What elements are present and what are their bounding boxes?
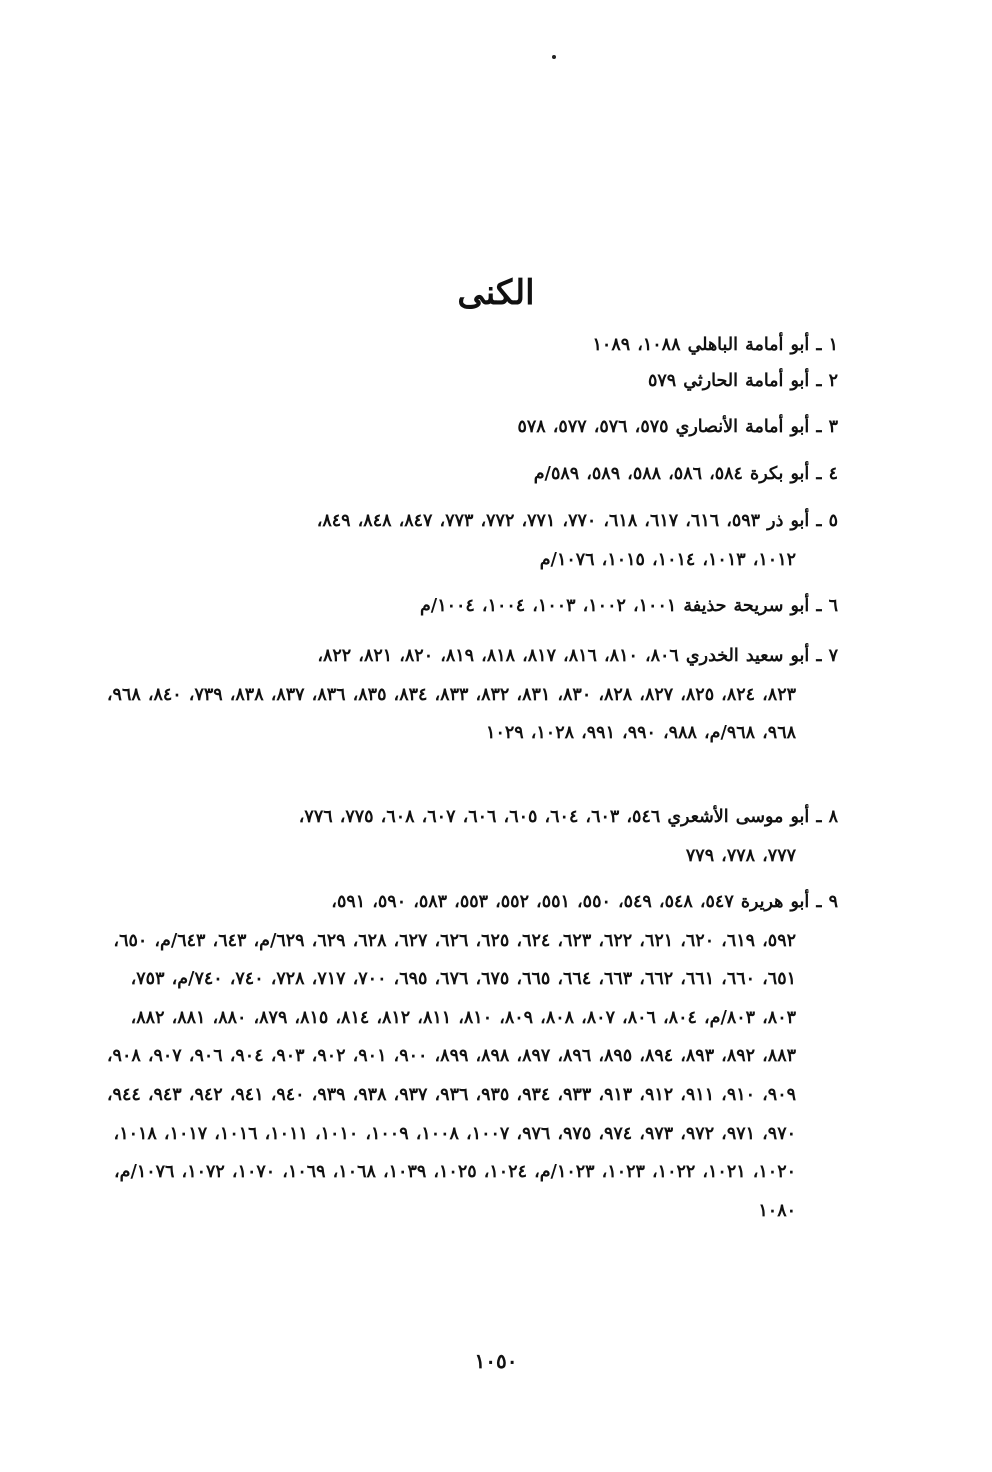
entry-number: ٩	[828, 892, 838, 912]
entry-number: ٧	[828, 646, 838, 666]
kunya-entry-1	[98, 326, 838, 365]
kunya-entry-7	[98, 637, 838, 753]
entry-text: ـ أبو سريحة حذيفة ١٠٠١، ١٠٠٢، ١٠٠٣، ١٠٠٤، ١٠٠٤/م	[419, 596, 822, 616]
entry-continuation: ٥٩٢، ٦١٩، ٦٢٠، ٦٢١، ٦٢٢، ٦٢٣، ٦٢٤، ٦٢٥، ٦٢٦، ٦٢٧، ٦٢٨، ٦٢٩، ٦٢٩/م، ٦٤٣، ٦٤٣/م، ٦٥٠، ٦٥١، ٦٦٠، ٦٦١، ٦٦٢، ٦٦٣، ٦٦٤، ٦٦٥، ٦٧٥، ٦٧٦، ٦٩٥، ٧٠٠، ٧١٧، ٧٢٨، ٧٤٠، ٧٤٠/م، ٧٥٣، ٨٠٣، ٨٠٣/م، ٨٠٤، ٨٠٦، ٨٠٧، ٨٠٨، ٨٠٩، ٨١٠، ٨١١، ٨١٢، ٨١٤، ٨١٥، ٨٧٩، ٨٨٠، ٨٨١، ٨٨٢، ٨٨٣، ٨٩٢، ٨٩٣، ٨٩٤، ٨٩٥، ٨٩٦، ٨٩٧، ٨٩٨، ٨٩٩، ٩٠٠، ٩٠١، ٩٠٢، ٩٠٣، ٩٠٤، ٩٠٦، ٩٠٧، ٩٠٨، ٩٠٩، ٩١٠، ٩١١، ٩١٢، ٩١٣، ٩٣٣، ٩٣٤، ٩٣٥، ٩٣٦، ٩٣٧، ٩٣٨، ٩٣٩، ٩٤٠، ٩٤١، ٩٤٢، ٩٤٣، ٩٤٤، ٩٧٠، ٩٧١، ٩٧٢، ٩٧٣، ٩٧٤، ٩٧٥، ٩٧٦، ١٠٠٧، ١٠٠٨، ١٠٠٩، ١٠١٠، ١٠١١، ١٠١٦، ١٠١٧، ١٠١٨، ١٠٢٠، ١٠٢١، ١٠٢٢، ١٠٢٣، ١٠٢٣/م، ١٠٢٤، ١٠٢٥، ١٠٣٩، ١٠٦٨، ١٠٦٩، ١٠٧٠، ١٠٧٢، ١٠٧٦/م، ١٠٨٠	[106, 930, 796, 1221]
entry-text: ـ أبو أمامة الباهلي ١٠٨٨، ١٠٨٩	[592, 335, 822, 355]
entry-text: ـ أبو بكرة ٥٨٤، ٥٨٦، ٥٨٨، ٥٨٩، ٥٨٩/م	[533, 464, 822, 484]
entry-number: ١	[828, 335, 838, 355]
entry-text: ـ أبو هريرة ٥٤٧، ٥٤٨، ٥٤٩، ٥٥٠، ٥٥١، ٥٥٢، ٥٥٣، ٥٨٣، ٥٩٠، ٥٩١،	[331, 892, 822, 912]
kunya-entry-8	[98, 798, 838, 875]
entry-number: ٣	[828, 417, 838, 437]
entry-number: ٨	[828, 807, 838, 827]
entry-continuation: ١٠١٢، ١٠١٣، ١٠١٤، ١٠١٥، ١٠٧٦/م	[539, 549, 796, 570]
entry-text: ـ أبو سعيد الخدري ٨٠٦، ٨١٠، ٨١٦، ٨١٧، ٨١٨، ٨١٩، ٨٢٠، ٨٢١، ٨٢٢،	[317, 646, 822, 666]
entry-continuation: ٨٢٣، ٨٢٤، ٨٢٥، ٨٢٧، ٨٢٨، ٨٣٠، ٨٣١، ٨٣٢، ٨٣٣، ٨٣٤، ٨٣٥، ٨٣٦، ٨٣٧، ٨٣٨، ٧٣٩، ٨٤٠، ٩٦٨، ٩٦٨، ٩٦٨/م، ٩٨٨، ٩٩٠، ٩٩١، ١٠٢٨، ١٠٢٩	[106, 684, 796, 744]
entry-text: ـ أبو أمامة الأنصاري ٥٧٥، ٥٧٦، ٥٧٧، ٥٧٨	[517, 417, 822, 437]
entry-number: ٤	[828, 464, 838, 484]
kunya-entry-5	[98, 502, 838, 579]
entry-continuation: ٧٧٧، ٧٧٨، ٧٧٩	[685, 845, 796, 866]
entry-text: ـ أبو موسى الأشعري ٥٤٦، ٦٠٣، ٦٠٤، ٦٠٥، ٦٠٦، ٦٠٧، ٦٠٨، ٧٧٥، ٧٧٦،	[298, 807, 822, 827]
kunya-entry-4	[98, 455, 838, 494]
page-number: ١٠٥٠	[474, 1349, 518, 1373]
printing-speck	[552, 55, 556, 59]
kunya-entry-3	[98, 408, 838, 447]
entry-number: ٢	[828, 371, 838, 391]
kunya-entry-2	[98, 362, 838, 401]
entry-text: ـ أبو أمامة الحارثي ٥٧٩	[647, 371, 822, 391]
entry-text: ـ أبو ذر ٥٩٣، ٦١٦، ٦١٧، ٦١٨، ٧٧٠، ٧٧١، ٧٧٢، ٧٧٣، ٨٤٧، ٨٤٨، ٨٤٩،	[316, 511, 822, 531]
kunya-entry-6	[98, 587, 838, 626]
entry-number: ٦	[828, 596, 838, 616]
entry-number: ٥	[828, 511, 838, 531]
page-title: الكنى	[457, 273, 535, 313]
kunya-entry-9	[98, 883, 838, 1230]
